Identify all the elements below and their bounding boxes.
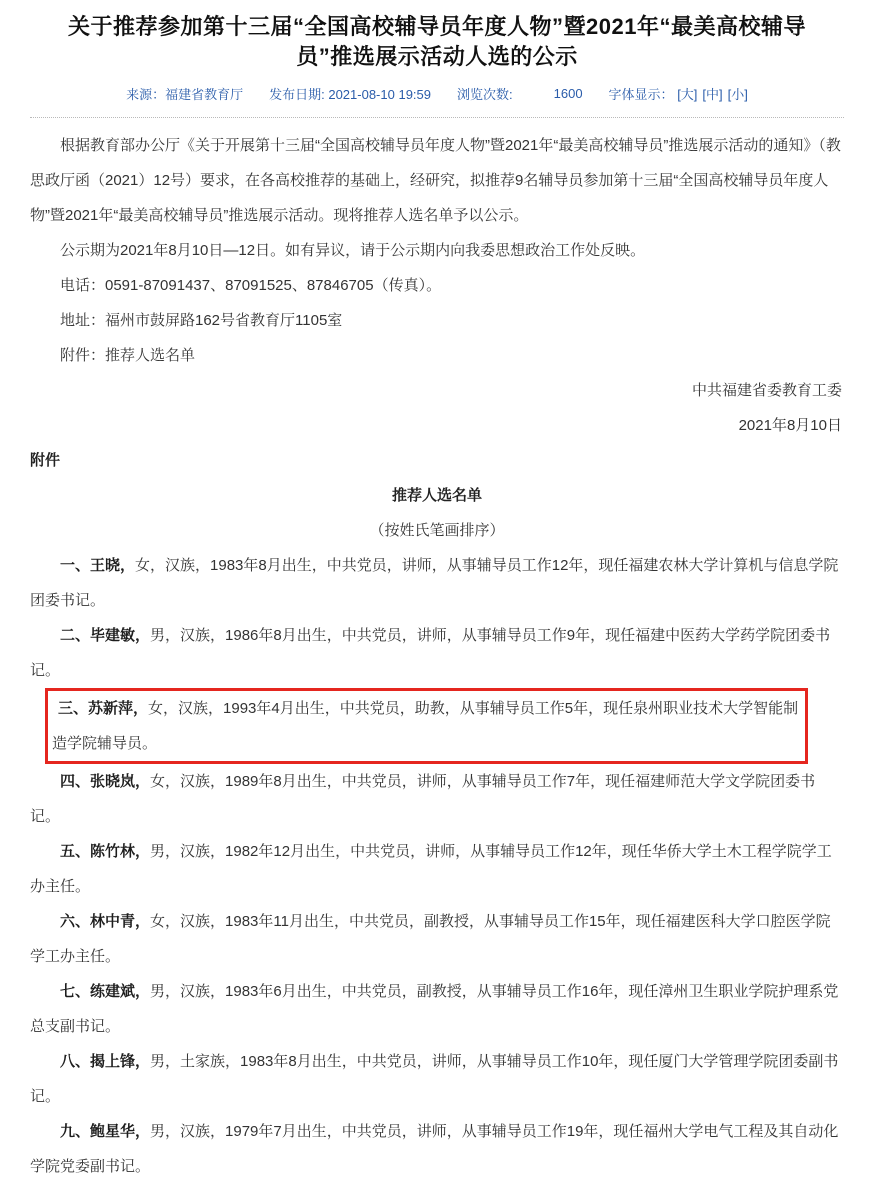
candidate-name: 一、王晓， <box>60 557 136 574</box>
meta-source: 来源：福建省教育厅 <box>126 87 244 102</box>
candidate-detail: 男，汉族，1982年12月出生，中共党员，讲师，从事辅导员工作12年，现任华侨大学土木工程学院学工办主任。 <box>30 843 832 895</box>
candidate-item-5 <box>30 834 844 904</box>
meta-views-count: 1600 <box>553 86 583 101</box>
font-size-medium-link[interactable]: [中] <box>702 87 723 102</box>
candidate-name: 九、鲍星华， <box>60 1123 151 1140</box>
paragraph-intro: 根据教育部办公厅《关于开展第十三届“全国高校辅导员年度人物”暨2021年“最美高校辅导员”推选展示活动的通知》（教思政厅函（2021）12号）要求，在各高校推荐的基础上，经研究，拟推荐9名辅导员参加第十三届“全国高校辅导员年度人物”暨2021年“最美高校辅导员”推选展示活动。现将推荐人选名单予以公示。 <box>30 137 841 224</box>
signature-date: 2021年8月10日 <box>738 417 842 434</box>
candidate-name: 二、毕建敏， <box>60 627 151 644</box>
candidate-item-1 <box>30 548 844 618</box>
candidate-item-4 <box>30 764 844 834</box>
candidate-name: 六、林中青， <box>60 913 151 930</box>
candidate-item-3 <box>52 691 801 761</box>
candidate-item-8 <box>30 1044 844 1114</box>
candidate-name: 三、苏新萍， <box>58 700 149 717</box>
candidate-name: 七、练建斌， <box>60 983 151 1000</box>
meta-publish-date: 发布日期: 2021-08-10 19:59 <box>269 87 431 102</box>
candidate-item-2 <box>30 618 844 688</box>
candidate-detail: 男，汉族，1983年6月出生，中共党员，副教授，从事辅导员工作16年，现任漳州卫生职业学院护理系党总支副书记。 <box>30 983 839 1035</box>
page-title: 关于推荐参加第十三届“全国高校辅导员年度人物”暨2021年“最美高校辅导员”推选展示活动人选的公示 <box>68 14 806 69</box>
attachment-sort-note: （按姓氏笔画排序） <box>369 522 505 539</box>
candidate-detail: 男，汉族，1979年7月出生，中共党员，讲师，从事辅导员工作19年，现任福州大学电气工程及其自动化学院党委副书记。 <box>30 1123 839 1175</box>
font-size-small-link[interactable]: [小] <box>727 87 748 102</box>
candidate-detail: 男，土家族，1983年8月出生，中共党员，讲师，从事辅导员工作10年，现任厦门大学管理学院团委副书记。 <box>30 1053 839 1105</box>
candidate-item-9 <box>30 1114 844 1184</box>
article-meta-bar <box>30 84 844 103</box>
candidate-detail: 女，汉族，1993年4月出生，中共党员，助教，从事辅导员工作5年，现任泉州职业技术大学智能制造学院辅导员。 <box>52 700 799 752</box>
candidate-detail: 女，汉族，1989年8月出生，中共党员，讲师，从事辅导员工作7年，现任福建师范大学文学院团委书记。 <box>30 773 816 825</box>
font-size-large-link[interactable]: [大] <box>677 87 698 102</box>
meta-views-label: 浏览次数: <box>457 87 513 102</box>
paragraph-address: 地址：福州市鼓屏路162号省教育厅1105室 <box>60 312 343 329</box>
highlight-red-box <box>45 688 808 764</box>
candidate-name: 五、陈竹林， <box>60 843 151 860</box>
candidate-detail: 男，汉族，1986年8月出生，中共党员，讲师，从事辅导员工作9年，现任福建中医药大学药学院团委书记。 <box>30 627 831 679</box>
candidate-item-6 <box>30 904 844 974</box>
paragraph-attachment: 附件：推荐人选名单 <box>60 347 196 364</box>
font-size-control <box>609 84 748 103</box>
attachment-title: 推荐人选名单 <box>391 487 482 504</box>
candidate-item-7 <box>30 974 844 1044</box>
paragraph-publicity-period: 公示期为2021年8月10日—12日。如有异议，请于公示期内向我委思想政治工作处反映。 <box>60 242 646 259</box>
paragraph-phone: 电话：0591-87091437、87091525、87846705（传真）。 <box>60 277 442 294</box>
dotted-divider <box>30 117 844 118</box>
candidate-name: 八、揭上锋， <box>60 1053 151 1070</box>
candidate-detail: 女，汉族，1983年8月出生，中共党员，讲师，从事辅导员工作12年，现任福建农林大学计算机与信息学院团委书记。 <box>30 557 839 609</box>
article-body <box>30 128 844 1184</box>
candidate-name: 四、张晓岚， <box>60 773 151 790</box>
candidate-detail: 女，汉族，1983年11月出生，中共党员，副教授，从事辅导员工作15年，现任福建医科大学口腔医学院学工办主任。 <box>30 913 831 965</box>
font-size-label: 字体显示： <box>608 87 674 102</box>
signature-org: 中共福建省委教育工委 <box>691 382 842 399</box>
attachment-label: 附件 <box>30 452 61 469</box>
